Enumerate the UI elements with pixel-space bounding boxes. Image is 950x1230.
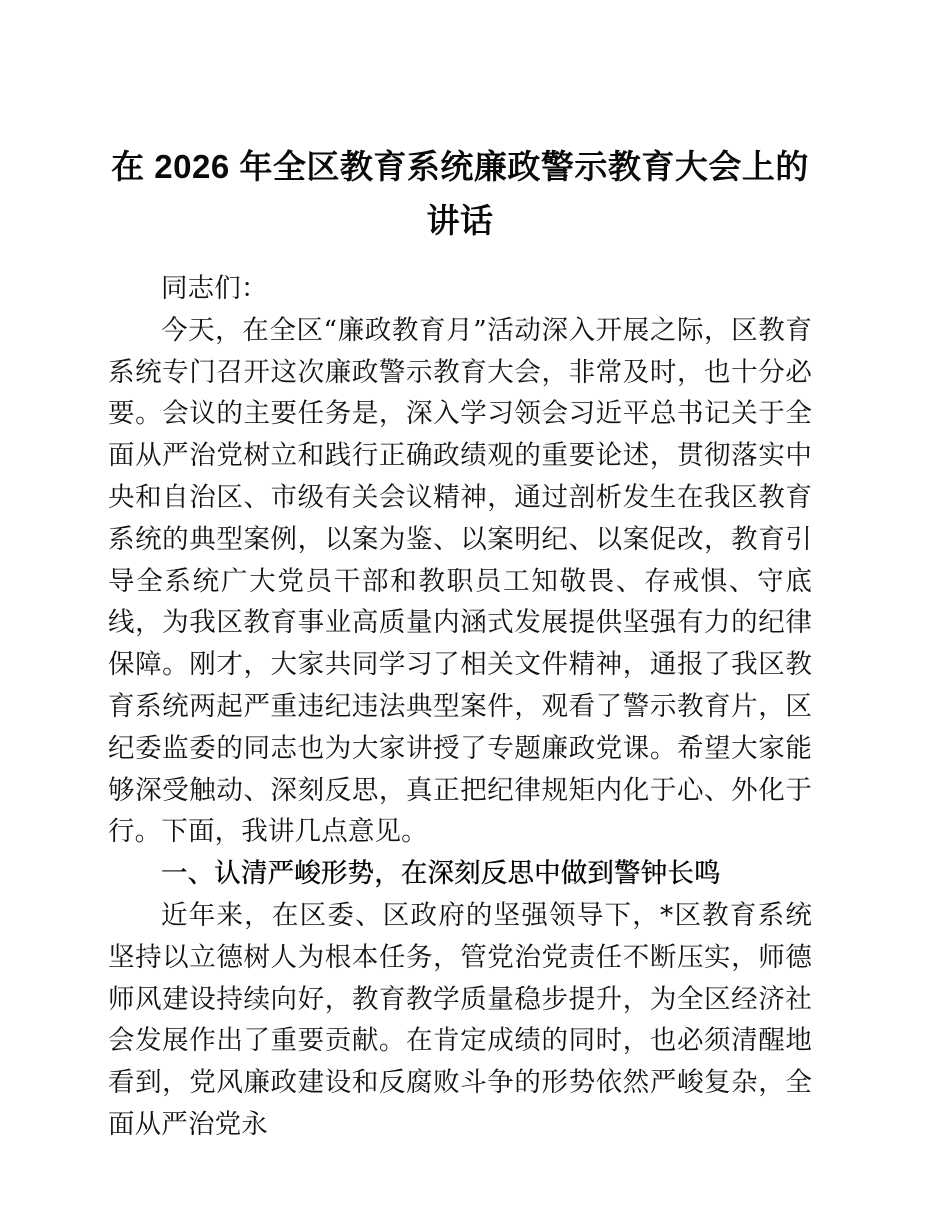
intro-paragraph: 今天，在全区“廉政教育月”活动深入开展之际，区教育系统专门召开这次廉政警示教育大会，非常及时，也十分必要。会议的主要任务是，深入学习领会习近平总书记关于全面从严治党树立和践行正确政绩观的重要论述，贯彻落实中央和自治区、市级有关会议精神，通过剖析发生在我区教育系统的典型案例，以案为鉴、以案明纪、以案促改，教育引导全系统广大党员干部和教职员工知敬畏、存戒惧、守底线，为我区教育事业高质量内涵式发展提供坚强有力的纪律保障。刚才，大家共同学习了相关文件精神，通报了我区教育系统两起严重违纪违法典型案件，观看了警示教育片，区纪委监委的同志也为大家讲授了专题廉政党课。希望大家能够深受触动、深刻反思，真正把纪律规矩内化于心、外化于行。下面，我讲几点意见。 <box>108 314 812 848</box>
section-one-paragraph: 近年来，在区委、区政府的坚强领导下，*区教育系统坚持以立德树人为根本任务，管党治党责任不断压实，师德师风建设持续向好，教育教学质量稳步提升，为全区经济社会发展作出了重要贡献。在肯定成绩的同时，也必须清醒地看到，党风廉政建设和反腐败斗争的形势依然严峻复杂，全面从严治党永 <box>108 899 812 1140</box>
salutation-line: 同志们： <box>161 273 268 304</box>
section-heading-one: 一、认清严峻形势，在深刻反思中做到警钟长鸣 <box>161 858 721 890</box>
document-content-column <box>108 0 812 1146</box>
document-title: 在 2026 年全区教育系统廉政警示教育大会上的 讲话 <box>111 148 809 239</box>
document-body <box>108 268 812 1146</box>
